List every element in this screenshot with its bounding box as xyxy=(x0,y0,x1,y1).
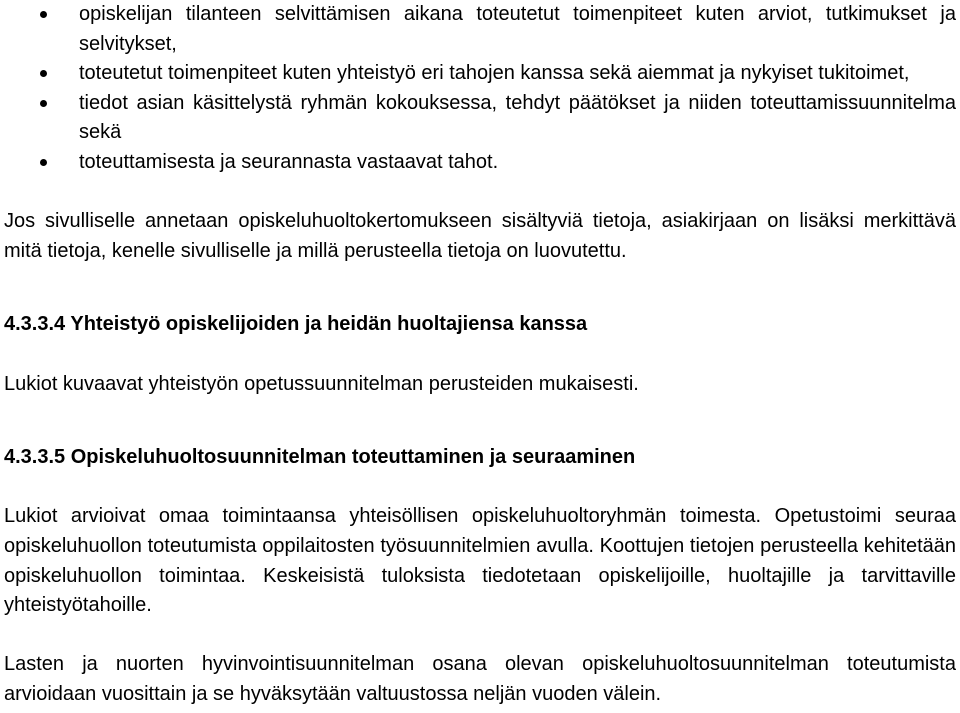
list-item xyxy=(4,59,956,89)
list-item-text: opiskelijan tilanteen selvittämisen aikana toteutetut toimenpiteet kuten arviot, tutkimukset ja selvitykset, xyxy=(79,3,956,55)
document-page xyxy=(4,0,956,709)
section-4335-paragraph-2: Lasten ja nuorten hyvinvointisuunnitelman osana olevan opiskeluhuoltosuunnitelman toteutumista arvioidaan vuosittain ja se hyväksytään valtuustossa neljän vuoden välein. xyxy=(4,653,956,705)
list-item-text: tiedot asian käsittelystä ryhmän kokouksessa, tehdyt päätökset ja niiden toteuttamissuunnitelma sekä xyxy=(79,91,956,144)
section-4335-paragraph-1: Lukiot arvioivat omaa toimintaansa yhteisöllisen opiskeluhuoltoryhmän toimesta. Opetustoimi seuraa opiskeluhuollon toteutumista oppilaitosten työsuunnitelmien avulla. Koottujen tietojen perusteella kehitetään opiskeluhuollon toimintaa. Keskeisistä tuloksista tiedotetaan opiskelijoille, huoltajille ja tarvittaville yhteistyötahoille. xyxy=(4,505,956,617)
list-item xyxy=(4,89,956,148)
list-item-text: toteutetut toimenpiteet kuten yhteistyö eri tahojen kanssa sekä aiemmat ja nykyiset tukitoimet, xyxy=(79,62,910,85)
list-item xyxy=(4,0,956,59)
bullet-icon xyxy=(40,100,47,107)
bullet-icon xyxy=(40,11,47,18)
section-4334-text: Lukiot kuvaavat yhteistyön opetussuunnitelman perusteiden mukaisesti. xyxy=(4,372,639,395)
bullet-icon xyxy=(40,70,47,77)
bullet-list xyxy=(4,0,956,178)
disclosure-paragraph: Jos sivulliselle annetaan opiskeluhuoltokertomukseen sisältyviä tietoja, asiakirjaan on lisäksi merkittävä mitä tietoja, kenelle sivulliselle ja millä perusteella tietoja on luovutettu. xyxy=(4,210,956,262)
section-heading-4335: 4.3.3.5 Opiskeluhuoltosuunnitelman toteuttaminen ja seuraaminen xyxy=(4,446,636,469)
list-item xyxy=(4,148,956,178)
list-item-text: toteuttamisesta ja seurannasta vastaavat tahot. xyxy=(79,150,499,173)
bullet-icon xyxy=(40,159,47,166)
section-heading-4334: 4.3.3.4 Yhteistyö opiskelijoiden ja heidän huoltajiensa kanssa xyxy=(4,313,588,336)
